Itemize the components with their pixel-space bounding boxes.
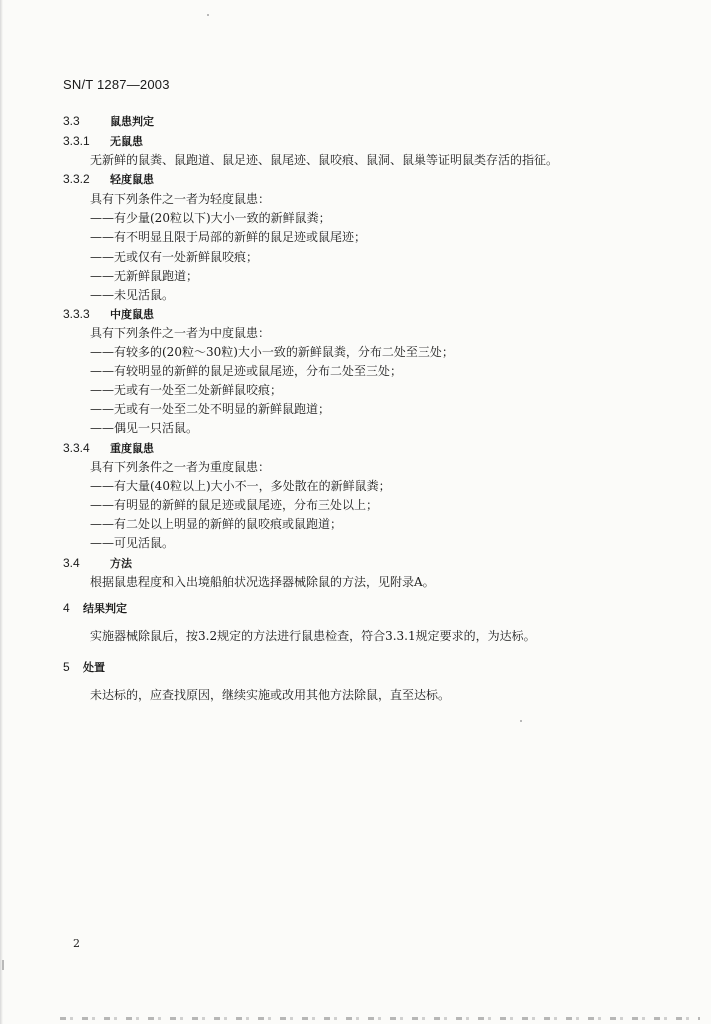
list-item: ——有较明显的新鲜的鼠足迹或鼠尾迹，分布二处至三处； xyxy=(90,364,403,378)
paragraph-no-rat-infestation: 无新鲜的鼠粪、鼠跑道、鼠足迹、鼠尾迹、鼠咬痕、鼠洞、鼠巢等证明鼠类存活的指征。 xyxy=(90,153,559,167)
scan-speck xyxy=(207,14,209,16)
list-item: ——有二处以上明显的新鲜的鼠咬痕或鼠跑道； xyxy=(90,517,343,531)
list-item: ——偶见一只活鼠。 xyxy=(90,421,199,435)
heading-title: 结果判定 xyxy=(83,602,127,615)
heading-number: 3.3.2 xyxy=(63,172,90,186)
heading-title: 中度鼠患 xyxy=(110,308,154,321)
list-item: ——无新鲜鼠跑道； xyxy=(90,269,199,283)
paragraph-method: 根据鼠患程度和入出境船舶状况选择器械除鼠的方法，见附录A。 xyxy=(90,575,435,589)
heading-3-3-4 xyxy=(63,440,154,457)
paragraph-intro: 具有下列条件之一者为中度鼠患： xyxy=(90,326,271,340)
scan-bottom-noise xyxy=(60,1017,700,1020)
paragraph-intro: 具有下列条件之一者为重度鼠患： xyxy=(90,460,271,474)
list-item: ——可见活鼠。 xyxy=(90,536,175,550)
heading-number: 3.3 xyxy=(63,114,80,128)
heading-number: 3.3.4 xyxy=(63,441,90,455)
scan-edge xyxy=(0,0,3,1024)
paragraph-result: 实施器械除鼠后，按3.2规定的方法进行鼠患检查，符合3.3.1规定要求的，为达标。 xyxy=(90,629,536,643)
list-item: ——无或有一处至二处不明显的新鲜鼠跑道； xyxy=(90,402,331,416)
heading-number: 3.3.3 xyxy=(63,307,90,321)
heading-title: 轻度鼠患 xyxy=(110,173,154,186)
heading-title: 处置 xyxy=(83,661,105,674)
paragraph-disposal: 未达标的，应查找原因，继续实施或改用其他方法除鼠，直至达标。 xyxy=(90,688,451,702)
heading-title: 重度鼠患 xyxy=(110,442,154,455)
list-item: ——无或仅有一处新鲜鼠咬痕； xyxy=(90,250,259,264)
heading-3-4 xyxy=(63,555,132,572)
heading-5 xyxy=(63,659,105,676)
scan-speck xyxy=(520,720,522,722)
list-item: ——有明显的新鲜的鼠足迹或鼠尾迹，分布三处以上； xyxy=(90,498,379,512)
heading-4 xyxy=(63,600,127,617)
heading-number: 3.4 xyxy=(63,556,80,570)
heading-number: 5 xyxy=(63,660,70,674)
heading-3-3-1 xyxy=(63,133,143,150)
heading-title: 鼠患判定 xyxy=(110,115,154,128)
heading-number: 4 xyxy=(63,601,70,615)
heading-title: 方法 xyxy=(110,557,132,570)
list-item: ——有少量(20粒以下)大小一致的新鲜鼠粪； xyxy=(90,211,331,225)
standard-code: SN/T 1287—2003 xyxy=(63,77,170,92)
list-item: ——有大量(40粒以上)大小不一，多处散在的新鲜鼠粪； xyxy=(90,479,391,493)
heading-number: 3.3.1 xyxy=(63,134,90,148)
paragraph-intro: 具有下列条件之一者为轻度鼠患： xyxy=(90,192,271,206)
list-item: ——有不明显且限于局部的新鲜的鼠足迹或鼠尾迹； xyxy=(90,230,367,244)
scan-speck xyxy=(2,960,4,970)
heading-3-3-3 xyxy=(63,306,154,323)
list-item: ——无或有一处至二处新鲜鼠咬痕； xyxy=(90,383,283,397)
heading-title: 无鼠患 xyxy=(110,135,143,148)
heading-3-3 xyxy=(63,113,154,130)
list-item: ——未见活鼠。 xyxy=(90,288,175,302)
heading-3-3-2 xyxy=(63,171,154,188)
list-item: ——有较多的(20粒～30粒)大小一致的新鲜鼠粪，分布二处至三处； xyxy=(90,345,454,359)
page-number: 2 xyxy=(73,937,80,950)
